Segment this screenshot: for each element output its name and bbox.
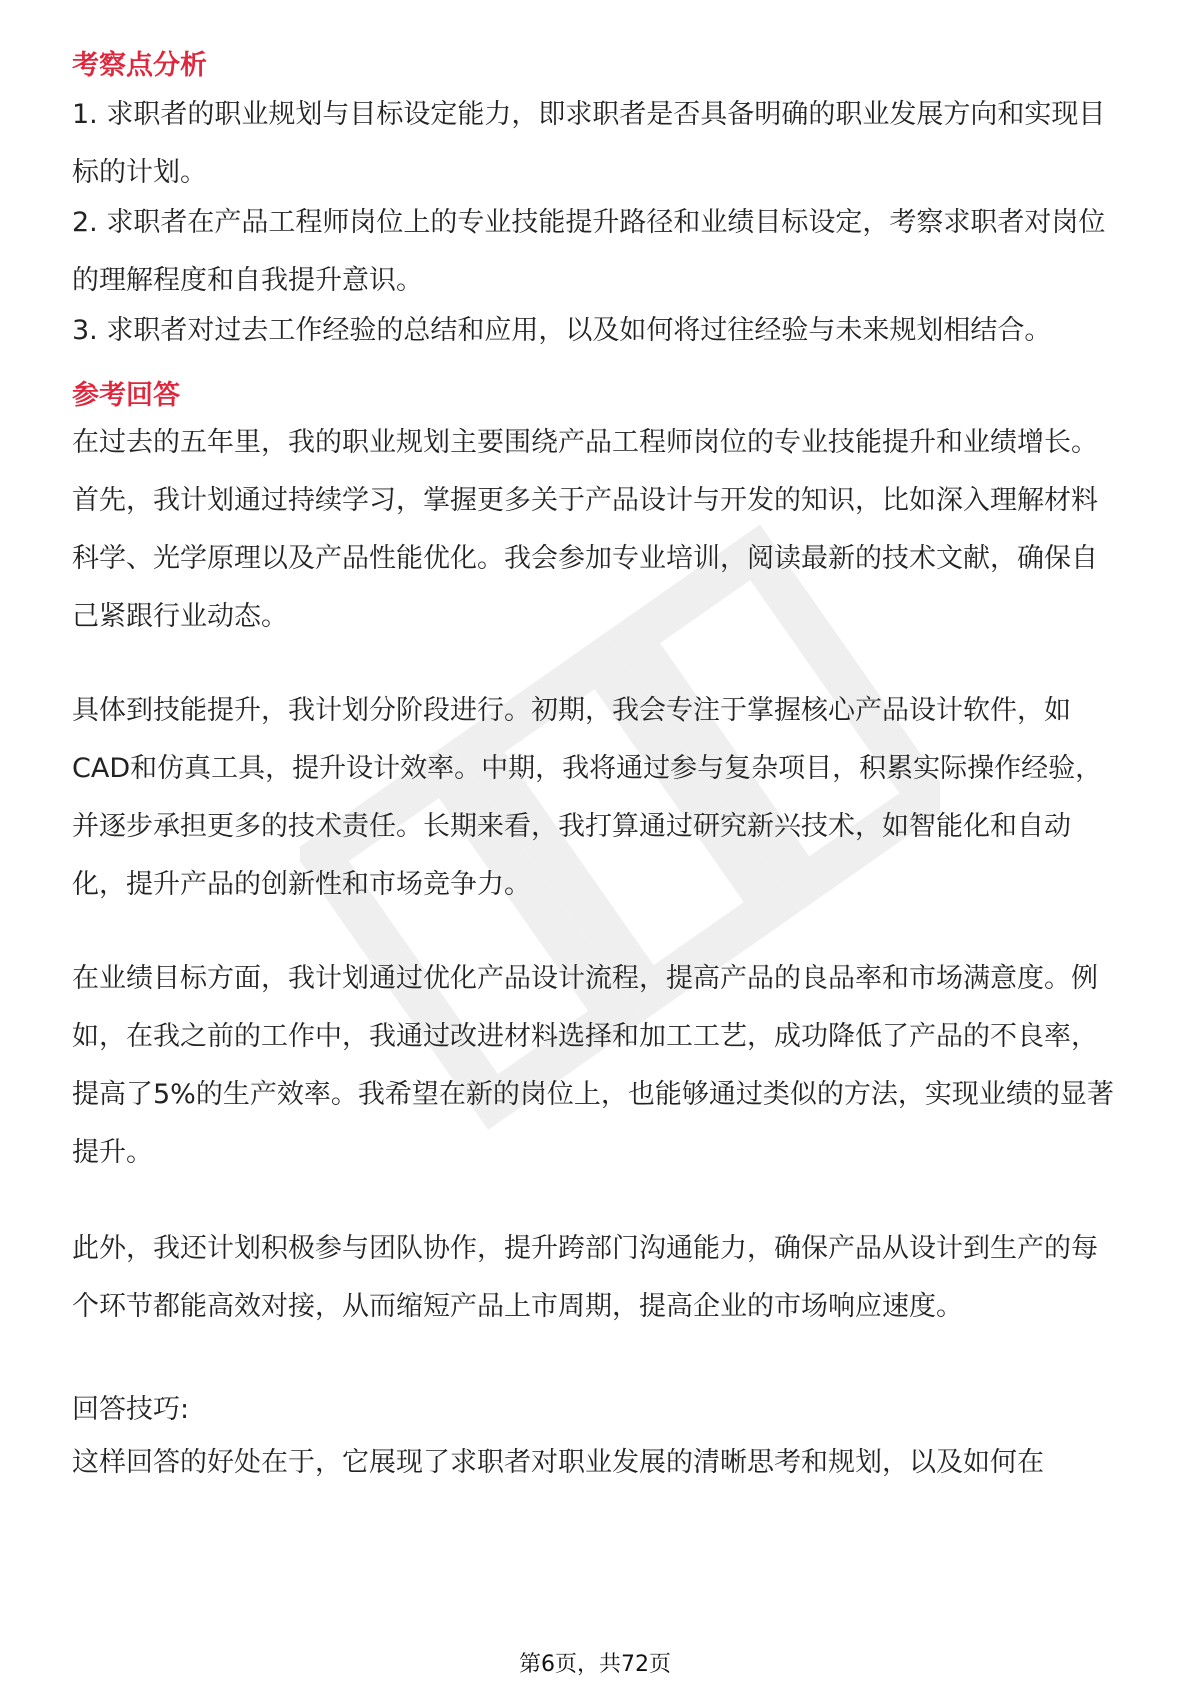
answer-heading: 参考回答 [72, 380, 180, 411]
answer-paragraph-1: 在过去的五年里，我的职业规划主要围绕产品工程师岗位的专业技能提升和业绩增长。首先，我计划通过持续学习，掌握更多关于产品设计与开发的知识，比如深入理解材料科学、光学原理以及产品性能优化。我会参加专业培训，阅读最新的技术文献，确保自己紧跟行业动态。 [72, 427, 1098, 632]
answer-paragraph-3: 在业绩目标方面，我计划通过优化产品设计流程，提高产品的良品率和市场满意度。例如，在我之前的工作中，我通过改进材料选择和加工工艺，成功降低了产品的不良率，提高了5%的生产效率。我希望在新的岗位上，也能够通过类似的方法，实现业绩的显著提升。 [72, 963, 1114, 1168]
answer-paragraph-4: 此外，我还计划积极参与团队协作，提升跨部门沟通能力，确保产品从设计到生产的每个环节都能高效对接，从而缩短产品上市周期，提高企业的市场响应速度。 [72, 1233, 1098, 1322]
analysis-point-3: 3. 求职者对过去工作经验的总结和应用，以及如何将过往经验与未来规划相结合。 [72, 315, 1052, 346]
analysis-point-1: 1. 求职者的职业规划与目标设定能力，即求职者是否具备明确的职业发展方向和实现目标的计划。 [72, 99, 1106, 188]
analysis-point-2: 2. 求职者在产品工程师岗位上的专业技能提升路径和业绩目标设定，考察求职者对岗位的理解程度和自我提升意识。 [72, 207, 1106, 296]
page-number: 第6页，共72页 [519, 1652, 671, 1677]
tips-heading: 回答技巧: [72, 1394, 190, 1425]
answer-paragraph-2: 具体到技能提升，我计划分阶段进行。初期，我会专注于掌握核心产品设计软件，如CAD和仿真工具，提升设计效率。中期，我将通过参与复杂项目，积累实际操作经验，并逐步承担更多的技术责任。长期来看，我打算通过研究新兴技术，如智能化和自动化，提升产品的创新性和市场竞争力。 [72, 695, 1103, 900]
analysis-heading: 考察点分析 [72, 50, 207, 81]
tips-text: 这样回答的好处在于，它展现了求职者对职业发展的清晰思考和规划，以及如何在 [72, 1447, 1044, 1478]
